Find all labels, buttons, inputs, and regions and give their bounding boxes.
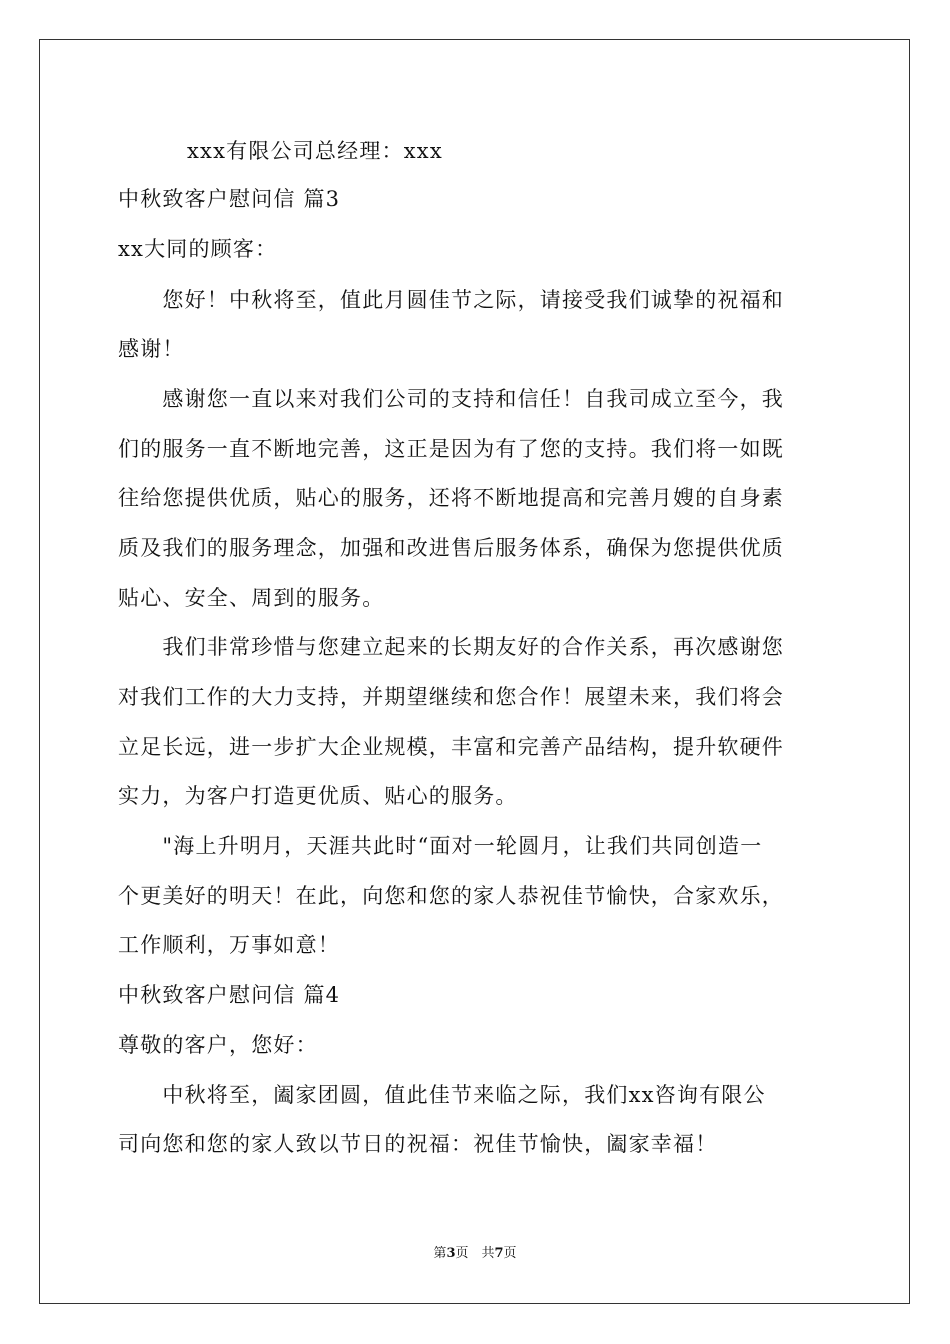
footer-page-current: 3 <box>446 1246 456 1261</box>
section-4-line: 中秋将至，阖家团圆，值此佳节来临之际，我们xx咨询有限公 <box>118 1083 766 1107</box>
section-3-line: 个更美好的明天！在此，向您和您的家人恭祝佳节愉快，合家欢乐， <box>118 884 784 908</box>
section-3-line: 立足长远，进一步扩大企业规模，丰富和完善产品结构，提升软硬件 <box>118 735 784 759</box>
section-3-line: 们的服务一直不断地完善，这正是因为有了您的支持。我们将一如既 <box>118 437 784 461</box>
section-4-greeting: 尊敬的客户，您好： <box>118 1033 318 1057</box>
section-3-line: 往给您提供优质，贴心的服务，还将不断地提高和完善月嫂的自身素 <box>118 486 784 510</box>
page-frame <box>39 39 910 1304</box>
section-3-line: 工作顺利，万事如意！ <box>118 933 340 957</box>
section-3-line: 感谢！ <box>118 337 185 361</box>
section-3-line: 我们非常珍惜与您建立起来的长期友好的合作关系，再次感谢您 <box>118 635 784 659</box>
page-footer <box>0 1246 950 1262</box>
footer-page-suffix: 页 <box>503 1246 517 1261</box>
section-4-line: 司向您和您的家人致以节日的祝福：祝佳节愉快，阖家幸福！ <box>118 1132 718 1156</box>
footer-page-mid: 页 共 <box>455 1246 495 1261</box>
section-3-greeting: xx大同的顾客： <box>118 237 278 261</box>
section-3-line: "海上升明月，天涯共此时“面对一轮圆月，让我们共同创造一 <box>118 834 763 858</box>
section-3-line: 质及我们的服务理念，加强和改进售后服务体系，确保为您提供优质 <box>118 536 784 560</box>
section-3-line: 实力，为客户打造更优质、贴心的服务。 <box>118 784 518 808</box>
section-3-line: 贴心、安全、周到的服务。 <box>118 586 385 610</box>
footer-page-total: 7 <box>494 1246 504 1261</box>
section-3-line: 对我们工作的大力支持，并期望继续和您合作！展望未来，我们将会 <box>118 685 784 709</box>
signoff-line: xxx有限公司总经理：xxx <box>187 139 443 163</box>
section-3-line: 您好！中秋将至，值此月圆佳节之际，请接受我们诚挚的祝福和 <box>118 288 784 312</box>
footer-page-prefix: 第 <box>433 1246 447 1261</box>
section-4-title: 中秋致客户慰问信 篇4 <box>118 983 341 1007</box>
section-3-line: 感谢您一直以来对我们公司的支持和信任！自我司成立至今，我 <box>118 387 784 411</box>
section-3-title: 中秋致客户慰问信 篇3 <box>118 187 341 211</box>
